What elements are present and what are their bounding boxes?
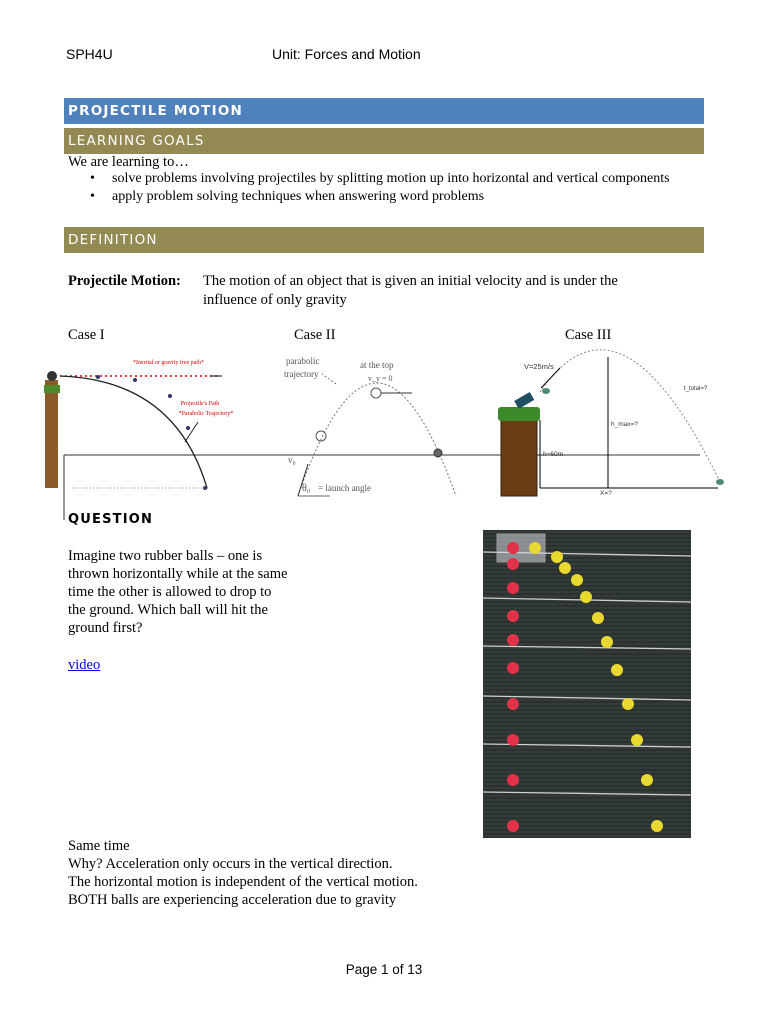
v0-label: v₀ [288,455,296,465]
parabola [298,383,456,496]
goals-intro: We are learning to… [68,154,189,170]
section-learning-goals: LEARNING GOALS [64,128,704,154]
range-label: X=? [600,490,612,497]
ball-marker [186,426,190,430]
answer-text [68,837,418,909]
course-code: SPH4U [66,46,113,62]
case-3-diagram [498,350,724,497]
ball-icon [542,388,550,394]
question-line: thrown horizontally while at the same [68,566,288,582]
unit-title: Unit: Forces and Motion [272,46,421,62]
ttotal-label: t_total=? [684,386,708,392]
cannon-icon [514,392,534,409]
ball-marker [168,394,172,398]
ball-marker [133,378,137,382]
velocity-arrow [541,368,560,388]
question-line: ground first? [68,620,143,636]
question-line: the ground. Which ball will hit the [68,602,268,618]
cliff [501,418,537,496]
case-1-diagram [44,359,233,490]
question-line: Imagine two rubber balls – one is [68,548,263,564]
cliff-grass [44,385,60,393]
path-label-2: *Parabolic Trajectory* [178,411,234,417]
answer-line: BOTH balls are experiencing acceleration due to gravity [68,892,397,908]
cliff-grass [498,407,540,421]
answer-line: The horizontal motion is independent of the vertical motion. [68,874,418,890]
ball-marker [96,375,100,379]
answer-line: Same time [68,838,130,854]
parabolic-label-2: trajectory [284,369,319,379]
path-label-1: Projectile's Path [180,401,220,407]
trajectory [540,350,720,482]
parabolic-label-1: parabolic [286,356,320,366]
theta-label: θ₀ [302,483,311,494]
inertial-label: *Inertial or gravity free path* [133,360,204,366]
top-label: at the top [360,360,394,370]
goals-list [90,170,730,206]
cannon-icon [47,371,57,381]
height-label: h=60m [543,451,564,458]
ball-icon [371,388,381,398]
section-projectile-motion: PROJECTILE MOTION [64,98,704,124]
velocity-label: V=25m/s [524,362,554,371]
ball-icon [716,479,724,485]
section-question: QUESTION [68,512,154,527]
ball-icon [434,449,442,457]
goal-item: • apply problem solving techniques when answering word problems [90,189,485,204]
case-1-label: Case I [68,327,105,343]
parabolic-path [60,376,207,488]
hmax-label: h_max=? [611,421,638,428]
cliff [45,380,58,488]
section-definition: DEFINITION [64,227,704,253]
page-number: Page 1 of 13 [345,962,423,977]
projectile-diagrams [0,345,768,520]
definition-text-line1: The motion of an object that is given an initial velocity and is under the [203,273,618,289]
answer-line: Why? Acceleration only occurs in the vertical direction. [68,856,393,872]
question-line: time the other is allowed to drop to [68,584,272,600]
case-3-label: Case III [565,327,612,343]
definition-text-line2: influence of only gravity [203,292,347,308]
launch-angle-label: = launch angle [318,483,372,493]
vy-label: v_y = 0 [368,374,393,383]
goal-item: • solve problems involving projectiles by splitting motion up into horizontal and vertical components [90,171,670,186]
label-pointer [322,374,336,384]
definition-term: Projectile Motion: [68,273,181,289]
question-text [68,547,287,637]
case-2-diagram [284,356,456,496]
bullet-icon: • [90,171,95,186]
video-link[interactable]: video [68,657,101,673]
bullet-icon: • [90,189,95,204]
pointer-icon [185,422,198,442]
case-2-label: Case II [294,327,336,343]
strobe-photo [483,530,691,838]
